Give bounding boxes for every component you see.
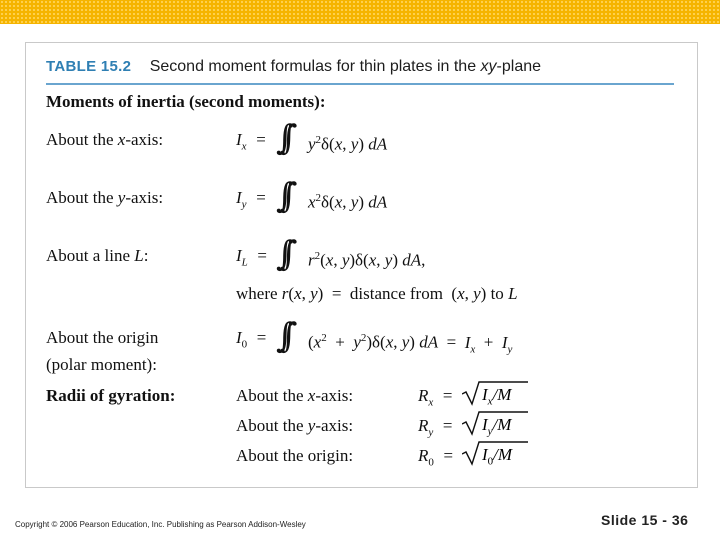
top-decorative-band xyxy=(0,0,720,24)
table-title: Second moment formulas for thin plates in the xy-plane xyxy=(149,58,542,75)
formula-i0-body: $(x^2 + y^2)\delta(x$, y) dA = $I_x + I_y$ xyxy=(308,332,513,356)
label-y-axis: About the y-axis: xyxy=(46,188,164,207)
radius-ry-body: $I_y/M$ xyxy=(482,415,512,438)
formula-iy-body: $x^2\delta(x$, y) dA xyxy=(308,192,388,212)
formula-ix-body: $y^2\delta(x$, y) dA xyxy=(308,134,388,154)
label-origin-line1: About the origin xyxy=(46,328,159,347)
radii-label-origin: About the origin: xyxy=(236,446,354,465)
table-number: TABLE 15.2 xyxy=(46,58,132,75)
formula-ix-lhs: $I_x$ = xyxy=(236,130,267,153)
formula-i0-lhs: $I_0$ = xyxy=(236,328,268,351)
radius-r0-body: $I_0/M$ xyxy=(482,445,513,468)
label-x-axis: About the x-axis: xyxy=(46,130,164,149)
copyright-footer: Copyright © 2006 Pearson Education, Inc. Publishing as Pearson Addison-Wesley xyxy=(15,520,306,529)
radius-r0-lhs: $R_0$ = xyxy=(418,446,454,469)
radii-label-x: About the x-axis: xyxy=(236,386,354,405)
radius-rx-body: $I_x/M$ xyxy=(482,385,512,408)
header-rule xyxy=(46,83,674,85)
formula-il-note: where r(x, y) = distance from (x, y) to L xyxy=(236,284,518,303)
double-integral-icon: ∫∫ xyxy=(276,234,284,274)
moments-heading: Moments of inertia (second moments): xyxy=(46,92,326,111)
label-origin-line2: (polar moment): xyxy=(46,355,157,374)
radii-label-y: About the y-axis: xyxy=(236,416,354,435)
slide-number: Slide 15 - 36 xyxy=(601,512,689,528)
formula-il-lhs: $I_L$ = xyxy=(236,246,268,269)
formula-iy-lhs: $I_y$ = xyxy=(236,188,267,211)
radius-ry-lhs: $R_y$ = xyxy=(418,416,454,439)
radius-rx-lhs: $R_x$ = xyxy=(418,386,454,409)
double-integral-icon: ∫∫ xyxy=(276,316,284,356)
radii-heading: Radii of gyration: xyxy=(46,386,176,405)
label-line-L: About a line L: xyxy=(46,246,149,265)
formula-il-body: $r^2(x$, y)δ(x, y) dA, xyxy=(308,250,426,270)
double-integral-icon: ∫∫ xyxy=(276,118,284,158)
double-integral-icon: ∫∫ xyxy=(276,176,284,216)
table-header xyxy=(46,58,541,82)
